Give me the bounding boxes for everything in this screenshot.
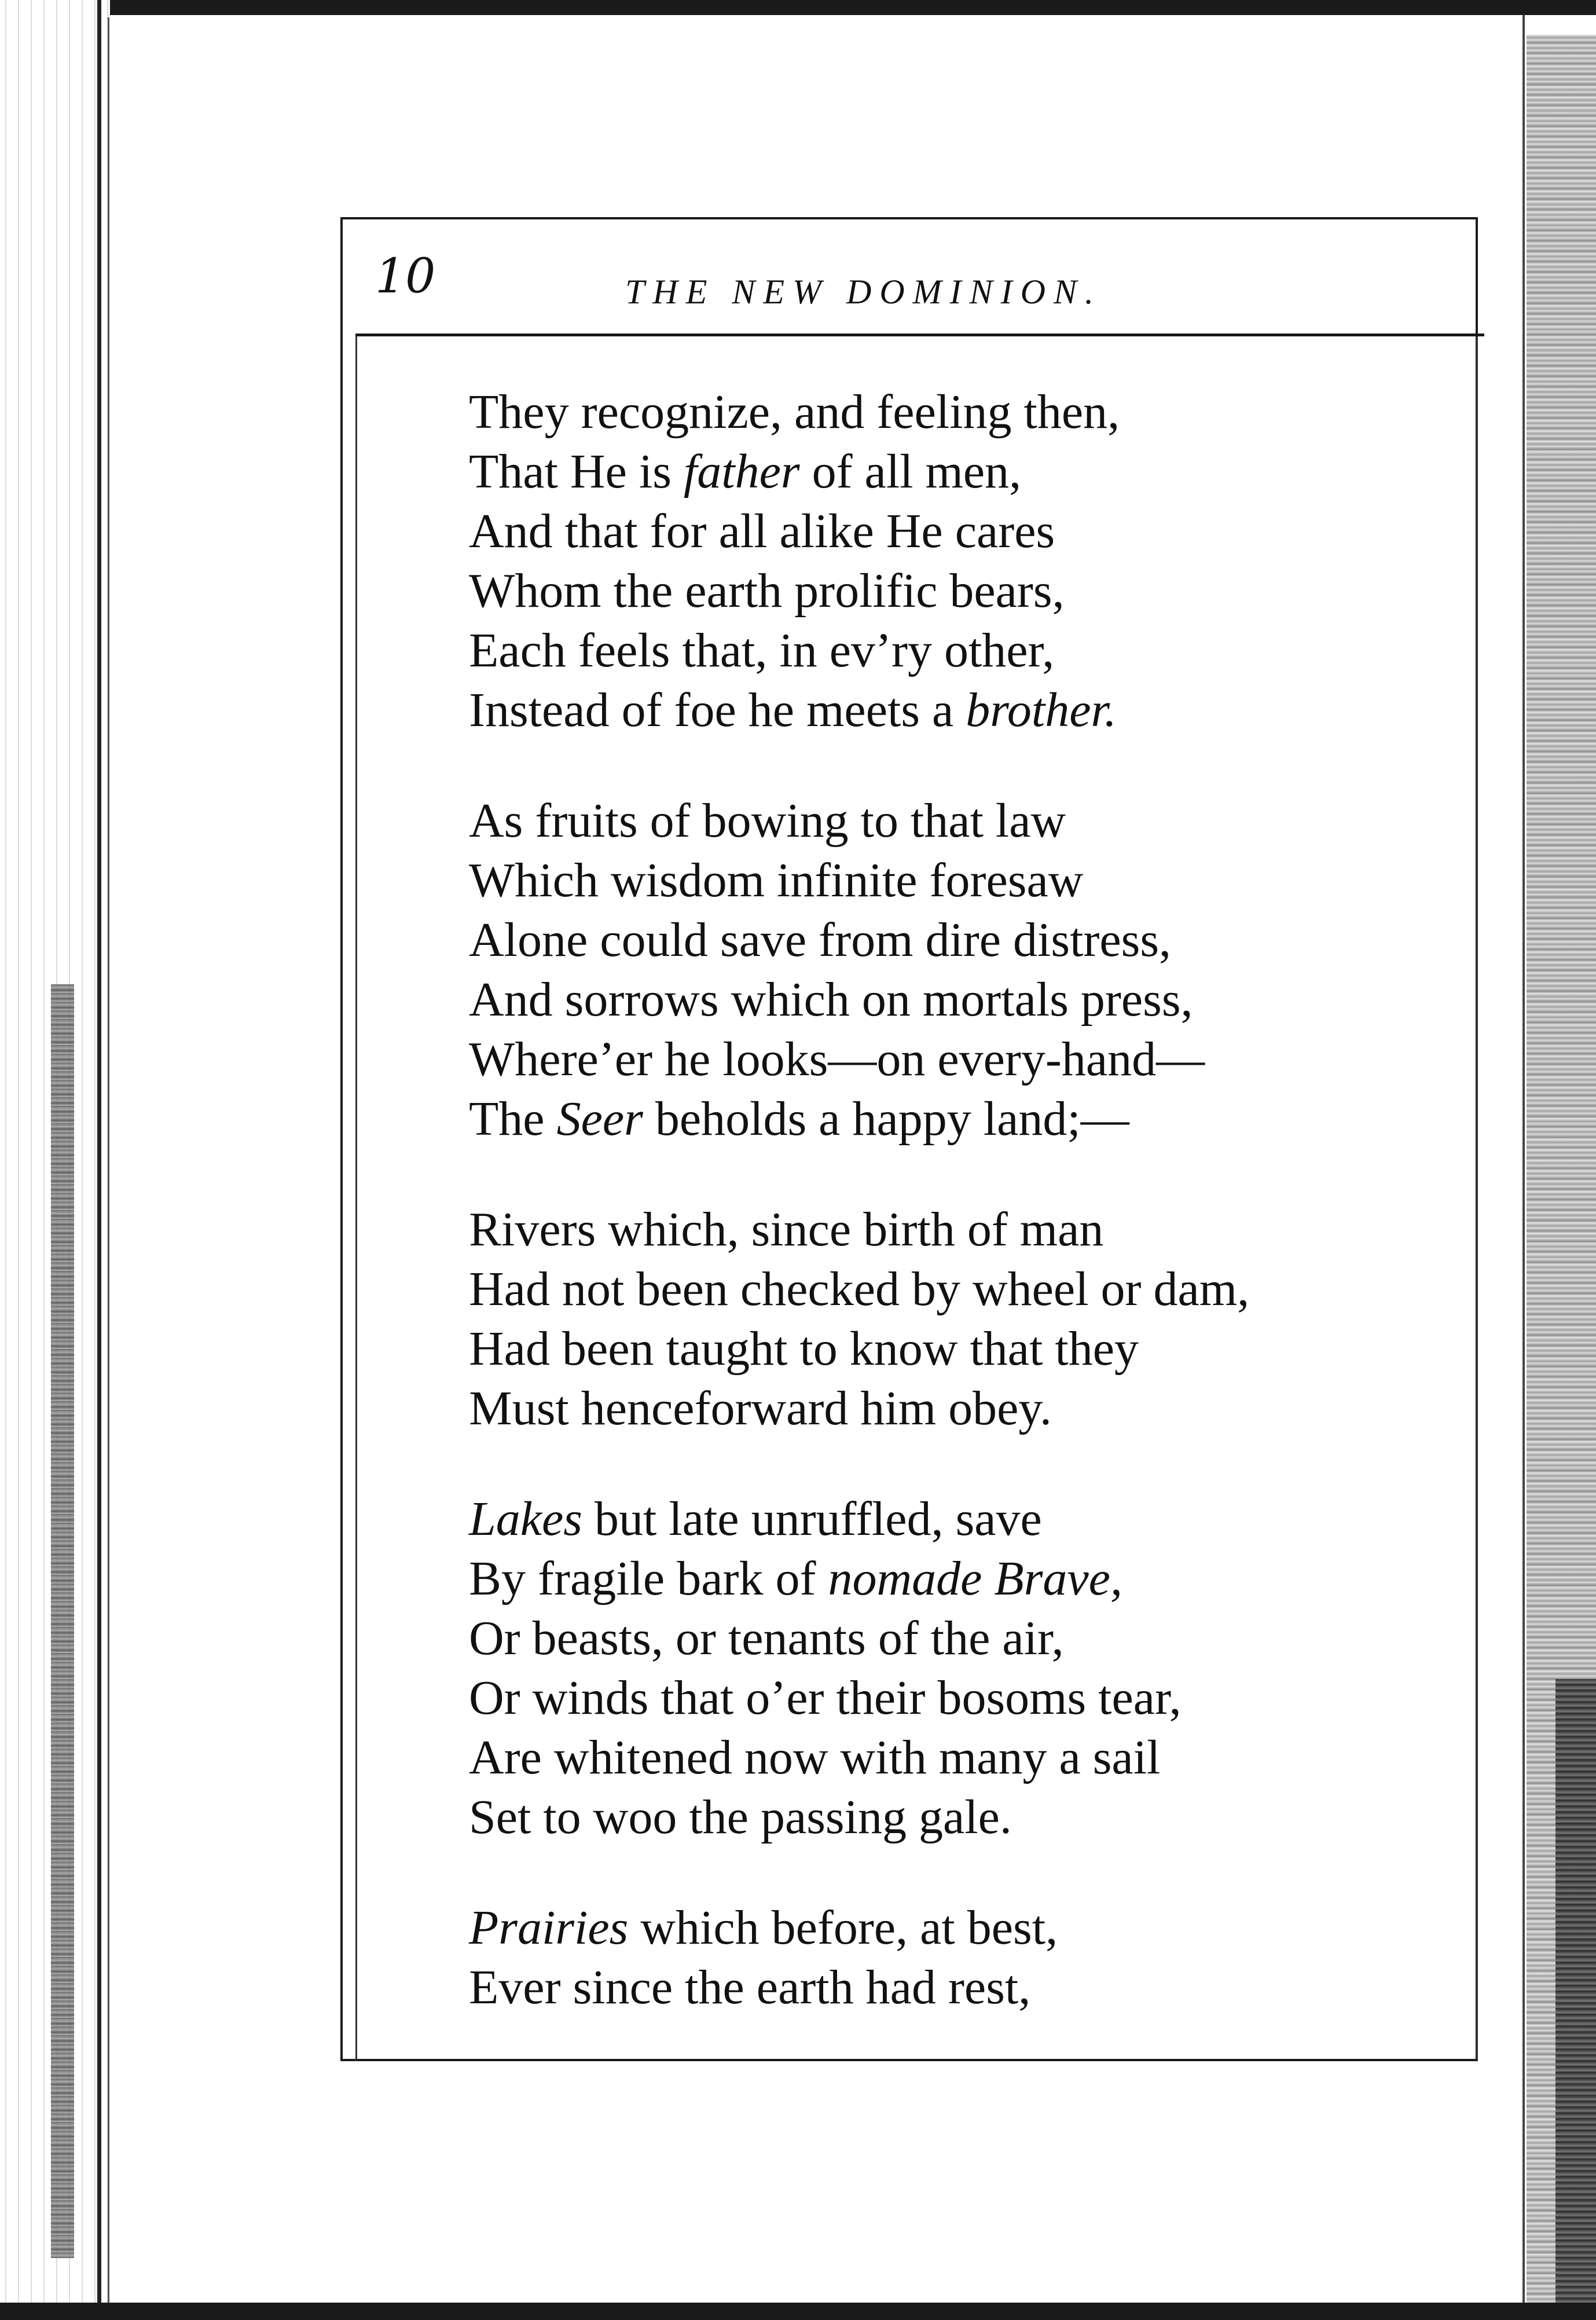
poem-line <box>469 851 1453 910</box>
line-text: They recognize, and feeling then, <box>469 385 1120 439</box>
line-text: By fragile bark of <box>469 1552 828 1606</box>
line-text: Where’er he looks—on every-hand— <box>469 1032 1205 1086</box>
poem-body <box>469 382 1453 2068</box>
header-rule <box>355 333 1484 336</box>
poem-line <box>469 970 1453 1029</box>
poem-line <box>469 501 1453 561</box>
poem-line <box>469 1379 1453 1438</box>
line-text: which before, at best, <box>628 1901 1058 1955</box>
stanza <box>469 1200 1453 1438</box>
scan-top-edge <box>93 0 1596 15</box>
poem-line <box>469 442 1453 501</box>
stanza <box>469 791 1453 1149</box>
poem-line <box>469 382 1453 442</box>
right-edge-shadow <box>1555 1679 1596 2304</box>
poem-line <box>469 1319 1453 1379</box>
poem-line <box>469 1898 1453 1958</box>
scan-bottom-edge <box>0 2303 1596 2320</box>
page-number: 10 <box>375 249 436 304</box>
poem-line <box>469 1549 1453 1608</box>
italic-text: Lakes <box>469 1492 582 1546</box>
line-text: beholds a happy land;— <box>643 1092 1129 1146</box>
right-page-edge-line <box>1522 15 1525 2303</box>
poem-line <box>469 1668 1453 1728</box>
poem-line <box>469 1787 1453 1847</box>
stanza <box>469 1489 1453 1847</box>
line-text: Ever since the earth had rest, <box>469 1960 1031 2014</box>
poem-line <box>469 1200 1453 1259</box>
line-text: Set to woo the passing gale. <box>469 1790 1012 1844</box>
line-text: Alone could save from dire distress, <box>469 913 1172 967</box>
poem-line <box>469 1489 1453 1549</box>
binding-shadow <box>51 984 74 2258</box>
line-text: And sorrows which on mortals press, <box>469 973 1193 1027</box>
poem-line <box>469 1608 1453 1668</box>
line-text: Had been taught to know that they <box>469 1322 1139 1376</box>
line-text: As fruits of bowing to that law <box>469 794 1066 848</box>
poem-line <box>469 1259 1453 1319</box>
line-text: but late unruffled, save <box>582 1492 1042 1546</box>
line-text: Must henceforward him obey. <box>469 1381 1052 1435</box>
stanza <box>469 1898 1453 2017</box>
line-text: Instead of foe he meets a <box>469 683 966 737</box>
line-text: Had not been checked by wheel or dam, <box>469 1262 1250 1316</box>
left-fold-line-inner <box>108 17 109 2303</box>
line-text: And that for all alike He cares <box>469 504 1055 558</box>
poem-line <box>469 621 1453 680</box>
poem-line <box>469 680 1453 740</box>
line-text: Whom the earth prolific bears, <box>469 564 1065 618</box>
poem-line <box>469 1029 1453 1089</box>
italic-text: nomade Brave, <box>828 1552 1122 1606</box>
line-text: Which wisdom infinite foresaw <box>469 853 1084 907</box>
poem-line <box>469 1958 1453 2017</box>
line-text: Are whitened now with many a sail <box>469 1731 1161 1784</box>
poem-line <box>469 1089 1453 1149</box>
line-text: of all men, <box>799 445 1022 499</box>
left-fold-line <box>97 0 101 2303</box>
italic-text: Seer <box>556 1092 643 1146</box>
italic-text: Prairies <box>469 1901 629 1955</box>
poem-line <box>469 561 1453 621</box>
line-text: That He is <box>469 445 684 499</box>
line-text: Or winds that o’er their bosoms tear, <box>469 1671 1182 1725</box>
poem-line <box>469 791 1453 851</box>
stanza <box>469 382 1453 740</box>
line-text: Each feels that, in ev’ry other, <box>469 624 1055 677</box>
line-text: Or beasts, or tenants of the air, <box>469 1611 1064 1665</box>
italic-text: father <box>683 445 800 499</box>
italic-text: brother. <box>966 683 1117 737</box>
line-text: Rivers which, since birth of man <box>469 1203 1104 1256</box>
poem-line <box>469 1728 1453 1787</box>
poem-line <box>469 910 1453 970</box>
line-text: The <box>469 1092 557 1146</box>
running-title: THE NEW DOMINION. <box>625 273 1102 311</box>
